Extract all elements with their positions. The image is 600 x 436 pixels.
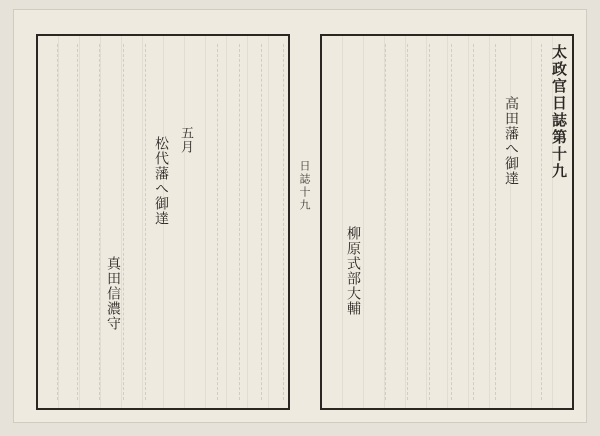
- document-spread: [14, 10, 586, 422]
- text-line-unreadable: [477, 44, 496, 400]
- author-name: 真田信濃守: [105, 256, 121, 331]
- section-heading: 松代藩へ御達: [153, 136, 169, 226]
- text-line-unreadable: [411, 44, 430, 400]
- text-line-unreadable: [59, 44, 78, 400]
- text-line-unreadable: [81, 44, 100, 400]
- text-line-unreadable: [39, 44, 58, 400]
- text-line-unreadable: [523, 44, 542, 400]
- text-line-unreadable: [455, 44, 474, 400]
- text-line-unreadable: [265, 44, 284, 400]
- text-line-unreadable: [127, 44, 146, 400]
- date-line: 五月: [178, 126, 193, 154]
- right-page: [320, 34, 574, 410]
- document-title: 太政官日誌第十九: [550, 44, 568, 180]
- text-line-unreadable: [367, 44, 386, 400]
- author-name: 柳原式部大輔: [345, 226, 361, 316]
- left-page: [36, 34, 290, 410]
- text-line-unreadable: [199, 44, 218, 400]
- text-line-unreadable: [243, 44, 262, 400]
- text-line-unreadable: [389, 44, 408, 400]
- gutter-label: 日誌十九: [298, 160, 311, 212]
- text-line-unreadable: [433, 44, 452, 400]
- text-line-unreadable: [221, 44, 240, 400]
- section-heading: 高田藩へ御達: [503, 96, 519, 186]
